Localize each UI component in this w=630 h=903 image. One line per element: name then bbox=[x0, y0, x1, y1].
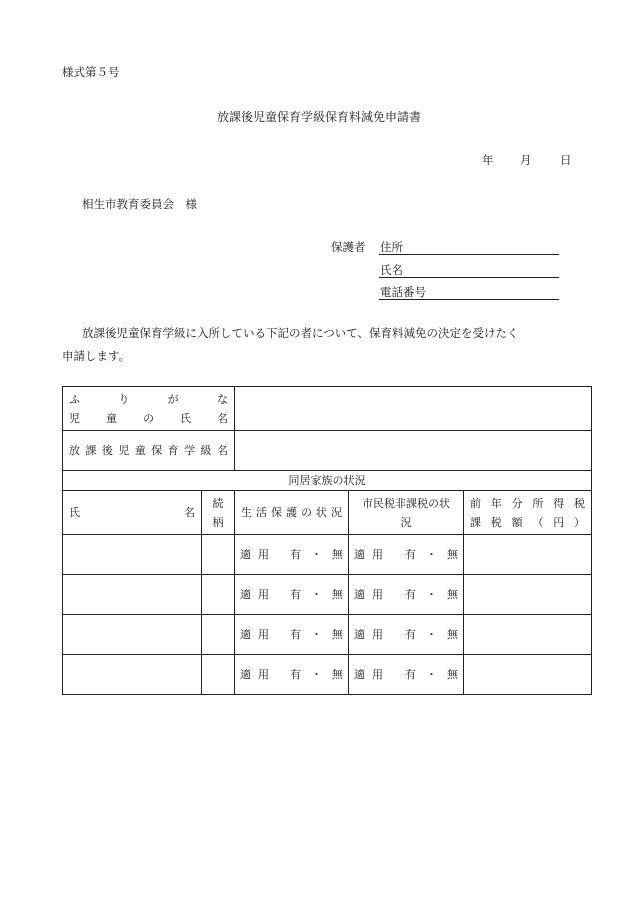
tax-exempt-status[interactable]: 適 用 有 ・ 無 bbox=[349, 655, 464, 695]
member-name-field[interactable] bbox=[63, 655, 202, 695]
guardian-heading: 保護者 bbox=[331, 240, 366, 254]
household-member-rows bbox=[63, 535, 592, 695]
member-name-field[interactable] bbox=[63, 575, 202, 615]
child-name-label-cell bbox=[63, 387, 235, 431]
member-relation-field[interactable] bbox=[202, 575, 235, 615]
child-name-label: 児 童 の 氏 名 bbox=[69, 411, 228, 425]
date-month-label: 月 bbox=[520, 153, 532, 167]
tax-exempt-status[interactable]: 適 用 有 ・ 無 bbox=[349, 575, 464, 615]
household-member-row bbox=[63, 575, 592, 615]
tax-exempt-status[interactable]: 適 用 有 ・ 無 bbox=[349, 615, 464, 655]
member-name-field[interactable] bbox=[63, 615, 202, 655]
application-table bbox=[62, 386, 592, 695]
child-name-field[interactable] bbox=[235, 387, 592, 431]
income-tax-field[interactable] bbox=[464, 575, 592, 615]
income-tax-field[interactable] bbox=[464, 655, 592, 695]
guardian-phone-label: 電話番号 bbox=[380, 285, 426, 299]
household-heading-row bbox=[63, 471, 592, 491]
welfare-status[interactable]: 適 用 有 ・ 無 bbox=[235, 655, 349, 695]
income-tax-field[interactable] bbox=[464, 615, 592, 655]
date-year-label: 年 bbox=[482, 153, 494, 167]
class-row bbox=[63, 431, 592, 471]
date-day-label: 日 bbox=[560, 153, 572, 167]
header-tax-exempt: 市民税非課税の状 況 bbox=[349, 491, 464, 535]
header-income-tax: 前 年 分 所 得 税 課 税 額 （ 円 ） bbox=[464, 491, 592, 535]
request-text-line1: 放課後児童保育学級に入所している下記の者について、保育料減免の決定を受けたく bbox=[82, 326, 519, 340]
guardian-address-label: 住所 bbox=[380, 240, 403, 254]
address-underline bbox=[379, 254, 559, 255]
phone-underline bbox=[379, 299, 559, 300]
household-heading: 同居家族の状況 bbox=[63, 471, 592, 491]
member-relation-field[interactable] bbox=[202, 655, 235, 695]
welfare-status[interactable]: 適 用 有 ・ 無 bbox=[235, 575, 349, 615]
header-name: 氏 名 bbox=[63, 491, 202, 535]
member-name-field[interactable] bbox=[63, 535, 202, 575]
request-text-line2: 申請します。 bbox=[62, 349, 131, 363]
household-member-row bbox=[63, 655, 592, 695]
household-member-row bbox=[63, 535, 592, 575]
welfare-status[interactable]: 適 用 有 ・ 無 bbox=[235, 535, 349, 575]
class-name-field[interactable] bbox=[235, 431, 592, 471]
class-name-label: 放 課 後 児 童 保 育 学 級 名 bbox=[69, 443, 228, 457]
addressee: 相生市教育委員会 様 bbox=[82, 197, 197, 211]
class-name-label-cell bbox=[63, 431, 235, 471]
household-member-row bbox=[63, 615, 592, 655]
income-tax-field[interactable] bbox=[464, 535, 592, 575]
form-title: 放課後児童保育学級保育料減免申請書 bbox=[217, 110, 422, 124]
welfare-status[interactable]: 適 用 有 ・ 無 bbox=[235, 615, 349, 655]
header-welfare: 生 活 保 護 の 状 況 bbox=[235, 491, 349, 535]
form-number: 様式第５号 bbox=[62, 65, 120, 79]
household-header-row bbox=[63, 491, 592, 535]
tax-exempt-status[interactable]: 適 用 有 ・ 無 bbox=[349, 535, 464, 575]
header-relation: 続 柄 bbox=[202, 491, 235, 535]
furigana-row bbox=[63, 387, 592, 431]
name-underline bbox=[379, 277, 559, 278]
member-relation-field[interactable] bbox=[202, 615, 235, 655]
member-relation-field[interactable] bbox=[202, 535, 235, 575]
guardian-name-label: 氏名 bbox=[380, 263, 403, 277]
furigana-label: ふ り が な bbox=[69, 392, 228, 406]
